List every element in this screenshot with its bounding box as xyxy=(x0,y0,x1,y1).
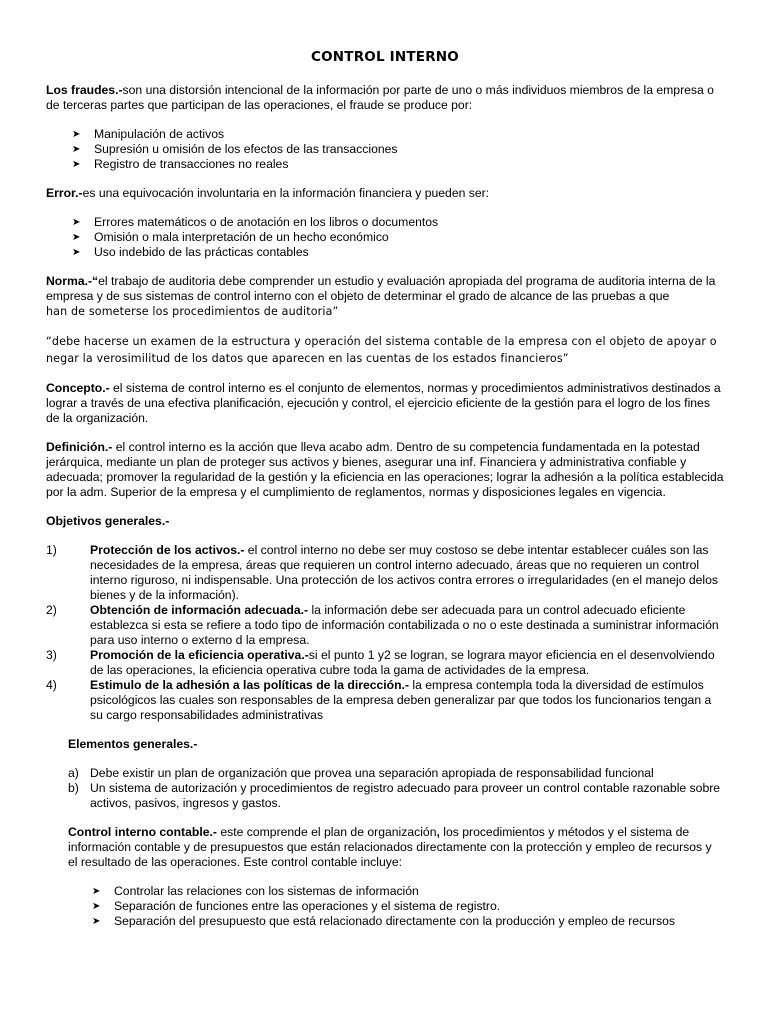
list-item: ➤ Errores matemáticos o de anotación en los libros o documentos xyxy=(72,215,439,229)
page-title: CONTROL INTERNO xyxy=(311,49,459,65)
list-item: ➤ Registro de transacciones no reales xyxy=(72,157,289,171)
arrowhead-bullet-icon: ➤ xyxy=(72,247,81,258)
error-text: es una equivocación involuntaria en la información financiera y pueden ser: xyxy=(82,186,490,200)
list-item: 4) Estimulo de la adhesión a las políticas de la dirección.- la empresa contempla toda la diversidad de estímulos psicológicos las cuales son responsables de la empresa deben generalizar par que todos los funcionarios tengan a su cargo responsabilidades administrativas xyxy=(46,678,712,722)
arrowhead-bullet-icon: ➤ xyxy=(72,217,81,228)
definicion-text: el control interno es la acción que lleva acabo adm. Dentro de su competencia fundamentada en la potestad jerárquica, mediante un plan de proteger sus activos y bienes, asegurar una inf. Financiera y administrativa confiable y adecuada; promover la regularidad de la gestión y la eficiencia en las operaciones; lograr la adhesión a la política establecida por la adm. Superior de la empresa y el cumplimiento de reglamentos, normas y disposiciones legales en vigencia. xyxy=(46,440,724,499)
arrowhead-bullet-icon: ➤ xyxy=(72,232,81,243)
list-item: ➤ Manipulación de activos xyxy=(72,127,225,141)
norma-text: el trabajo de auditoria debe comprender un estudio y evaluación apropiada del programa de auditoria interna de la empresa y de sus sistemas de control interno con el objeto de determinar el grado de alcance de las pruebas a que xyxy=(46,274,716,303)
contable-list xyxy=(46,884,724,929)
elementos-heading: Elementos generales.- xyxy=(68,737,198,751)
list-item: 2) Obtención de información adecuada.- la información debe ser adecuada para un control adecuado eficiente establezca si esta se refiere a todo tipo de información contabilizada o no o este destinada a suministrar información para uso interno o externo d la empresa. xyxy=(46,603,719,647)
contable-label: Control interno contable.- xyxy=(68,825,217,839)
error-paragraph xyxy=(46,186,724,201)
definicion-label: Definición.- xyxy=(46,440,113,454)
objetivos-list xyxy=(46,543,724,723)
arrowhead-bullet-icon: ➤ xyxy=(92,901,101,912)
list-item: b) Un sistema de autorización y procedimientos de registro adecuado para proveer un control contable razonable sobre activos, pasivos, ingresos y gastos. xyxy=(68,781,721,810)
norma-text-continued: han de someterse los procedimientos de auditoria” xyxy=(46,305,339,318)
definicion-paragraph xyxy=(46,440,724,500)
arrowhead-bullet-icon: ➤ xyxy=(92,886,101,897)
list-item: ➤ Supresión u omisión de los efectos de las transacciones xyxy=(72,142,398,156)
error-list xyxy=(46,215,724,260)
list-item: 3) Promoción de la eficiencia operativa.-si el punto 1 y2 se logran, se lograra mayor eficiencia en el desenvolviendo de las operaciones, la eficiencia operativa cubre toda la gama de actividades de la empresa. xyxy=(46,648,715,677)
list-item: ➤ Separación del presupuesto que está relacionado directamente con la producción y empleo de recursos xyxy=(92,914,675,928)
fraudes-text: son una distorsión intencional de la información por parte de uno o más individuos miembros de la empresa o de terceras partes que participan de las operaciones, el fraude se produce por: xyxy=(46,83,714,112)
norma-label: Norma.-“ xyxy=(46,274,99,288)
error-label: Error.- xyxy=(46,186,83,200)
list-item: 1) Protección de los activos.- el control interno no debe ser muy costoso se debe intentar establecer cuáles son las necesidades de la empresa, áreas que requieren un control interno adecuado, áreas que no requieren un control interno riguroso, ni indispensable. Una protección de los activos contra errores o irregularidades (en el manejo delos bienes y de la información). xyxy=(46,543,719,602)
list-item: a) Debe existir un plan de organización que provea una separación apropiada de responsabilidad funcional xyxy=(68,766,654,780)
contable-paragraph: Control interno contable.- este comprende el plan de organización, los procedimientos y métodos y el sistema de información contable y de presupuestos que están relacionados directamente con la protección y empleo de recursos y el resultado de las operaciones. Este control contable incluye: xyxy=(68,825,712,869)
norma-quote: “debe hacerse un examen de la estructura y operación del sistema contable de la empresa con el objeto de apoyar o negar la verosimilitud de los datos que aparecen en las cuentas de los estados financieros” xyxy=(46,335,717,365)
fraudes-label: Los fraudes.- xyxy=(46,83,123,97)
norma-paragraph xyxy=(46,274,724,319)
arrowhead-bullet-icon: ➤ xyxy=(72,159,81,170)
concepto-label: Concepto.- xyxy=(46,381,110,395)
list-item: ➤ Controlar las relaciones con los sistemas de información xyxy=(92,884,419,898)
objetivos-heading: Objetivos generales.- xyxy=(46,514,170,528)
elementos-list xyxy=(46,766,724,811)
concepto-paragraph xyxy=(46,381,724,426)
fraudes-list xyxy=(46,127,724,172)
fraudes-paragraph xyxy=(46,83,724,113)
list-item: ➤ Omisión o mala interpretación de un hecho económico xyxy=(72,230,389,244)
list-item: ➤ Separación de funciones entre las operaciones y el sistema de registro. xyxy=(92,899,501,913)
arrowhead-bullet-icon: ➤ xyxy=(92,916,101,927)
concepto-text: el sistema de control interno es el conjunto de elementos, normas y procedimientos administrativos destinados a lograr a través de una efectiva planificación, ejecución y control, el ejercicio eficiente de la gestión para el logro de los fines de la organización. xyxy=(46,381,721,425)
arrowhead-bullet-icon: ➤ xyxy=(72,144,81,155)
list-item: ➤ Uso indebido de las prácticas contables xyxy=(72,245,309,259)
arrowhead-bullet-icon: ➤ xyxy=(72,129,81,140)
